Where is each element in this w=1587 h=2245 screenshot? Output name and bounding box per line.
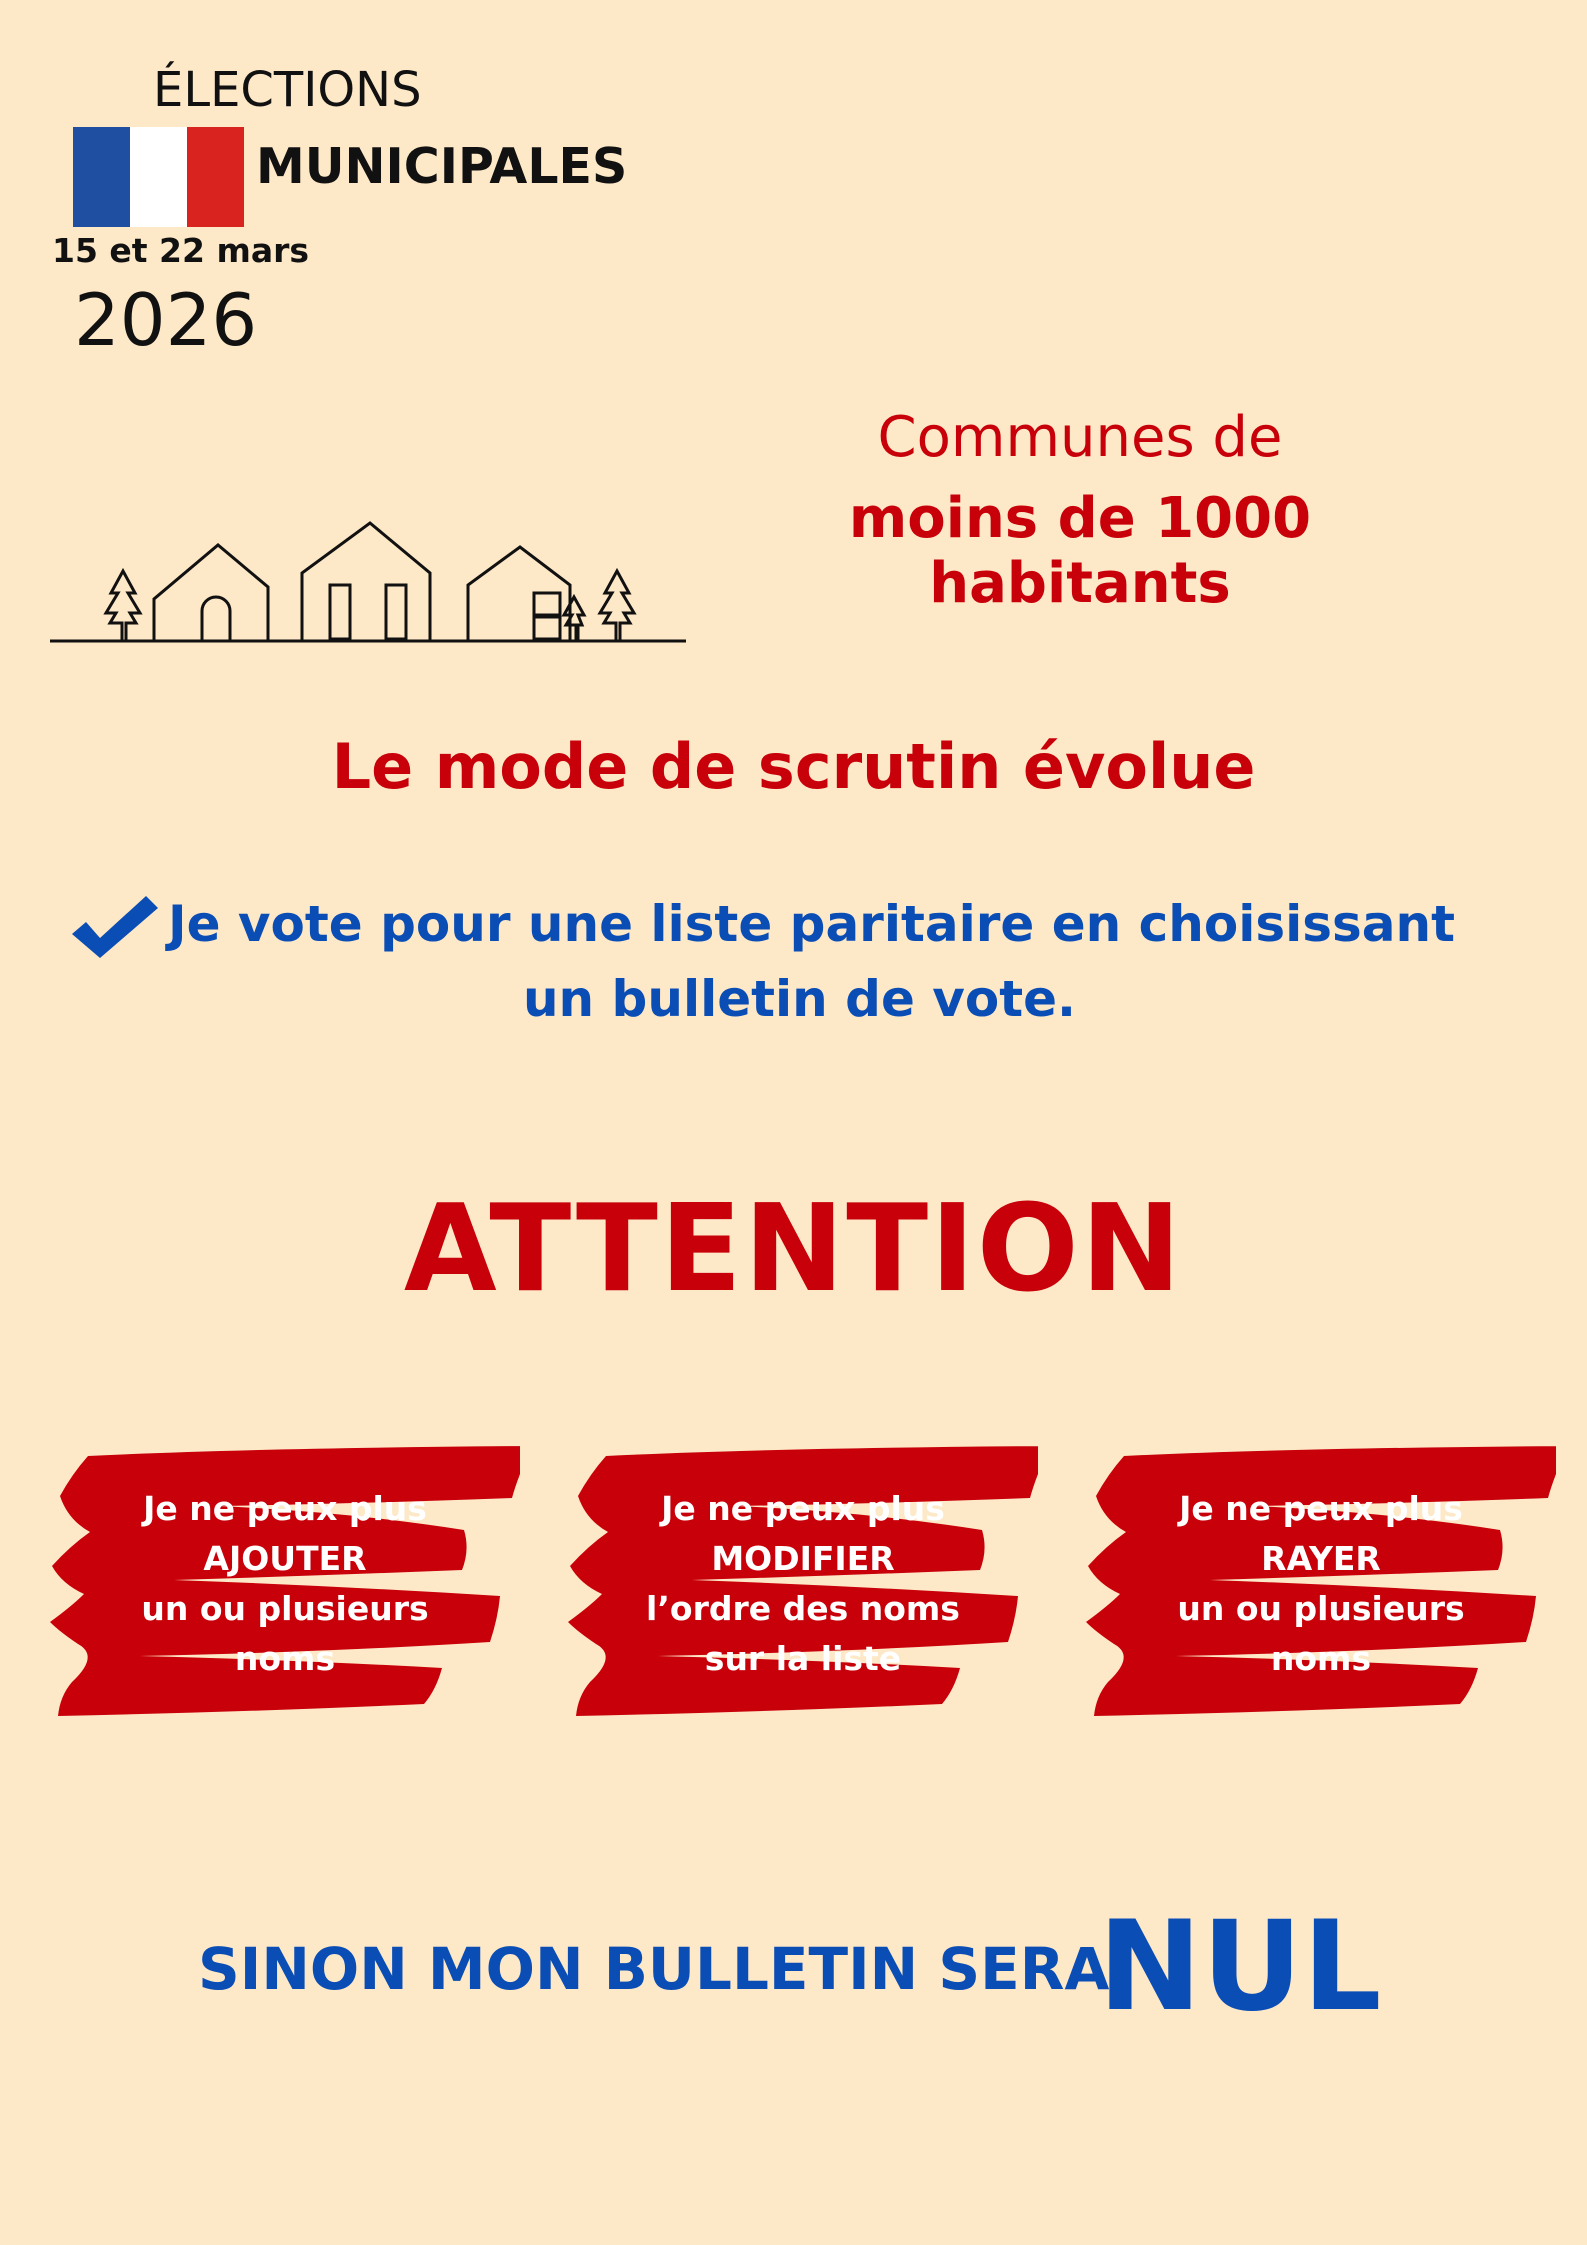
card-line: un ou plusieurs [141, 1589, 429, 1628]
card-line: Je ne peux plus [661, 1489, 945, 1528]
vote-instruction-continued: un bulletin de vote. [522, 970, 1077, 1028]
communes-subtitle: moins de 1000 habitants [848, 486, 1312, 616]
card-line: noms [1270, 1639, 1372, 1678]
card-line: noms [234, 1639, 336, 1678]
warning-card-ajouter [50, 1446, 520, 1716]
card-line: sur la liste [704, 1639, 902, 1678]
village-houses-icon [50, 475, 690, 650]
sinon-warning: SINON MON BULLETIN SERA [198, 1935, 1110, 2003]
attention-heading: ATTENTION [403, 1180, 1184, 1319]
card-line: Je ne peux plus [143, 1489, 427, 1528]
nul-word: NUL [1098, 1895, 1382, 2039]
french-flag-icon [73, 127, 244, 227]
election-year: 2026 [74, 278, 258, 362]
warning-card-modifier [568, 1446, 1038, 1716]
municipales-label: MUNICIPALES [256, 138, 628, 195]
communes-title: Communes de [877, 405, 1283, 470]
card-line: MODIFIER [711, 1539, 895, 1578]
elections-label: ÉLECTIONS [153, 62, 422, 118]
card-line: l’ordre des noms [646, 1589, 960, 1628]
check-icon [68, 892, 160, 962]
scrutin-heading: Le mode de scrutin évolue [331, 730, 1256, 803]
warning-card-rayer [1086, 1446, 1556, 1716]
card-line: RAYER [1261, 1539, 1381, 1578]
election-dates: 15 et 22 mars [52, 231, 310, 270]
card-line: un ou plusieurs [1177, 1589, 1465, 1628]
card-line: AJOUTER [203, 1539, 367, 1578]
vote-instruction: Je vote pour une liste paritaire en choisissant [168, 895, 1456, 953]
card-line: Je ne peux plus [1179, 1489, 1463, 1528]
